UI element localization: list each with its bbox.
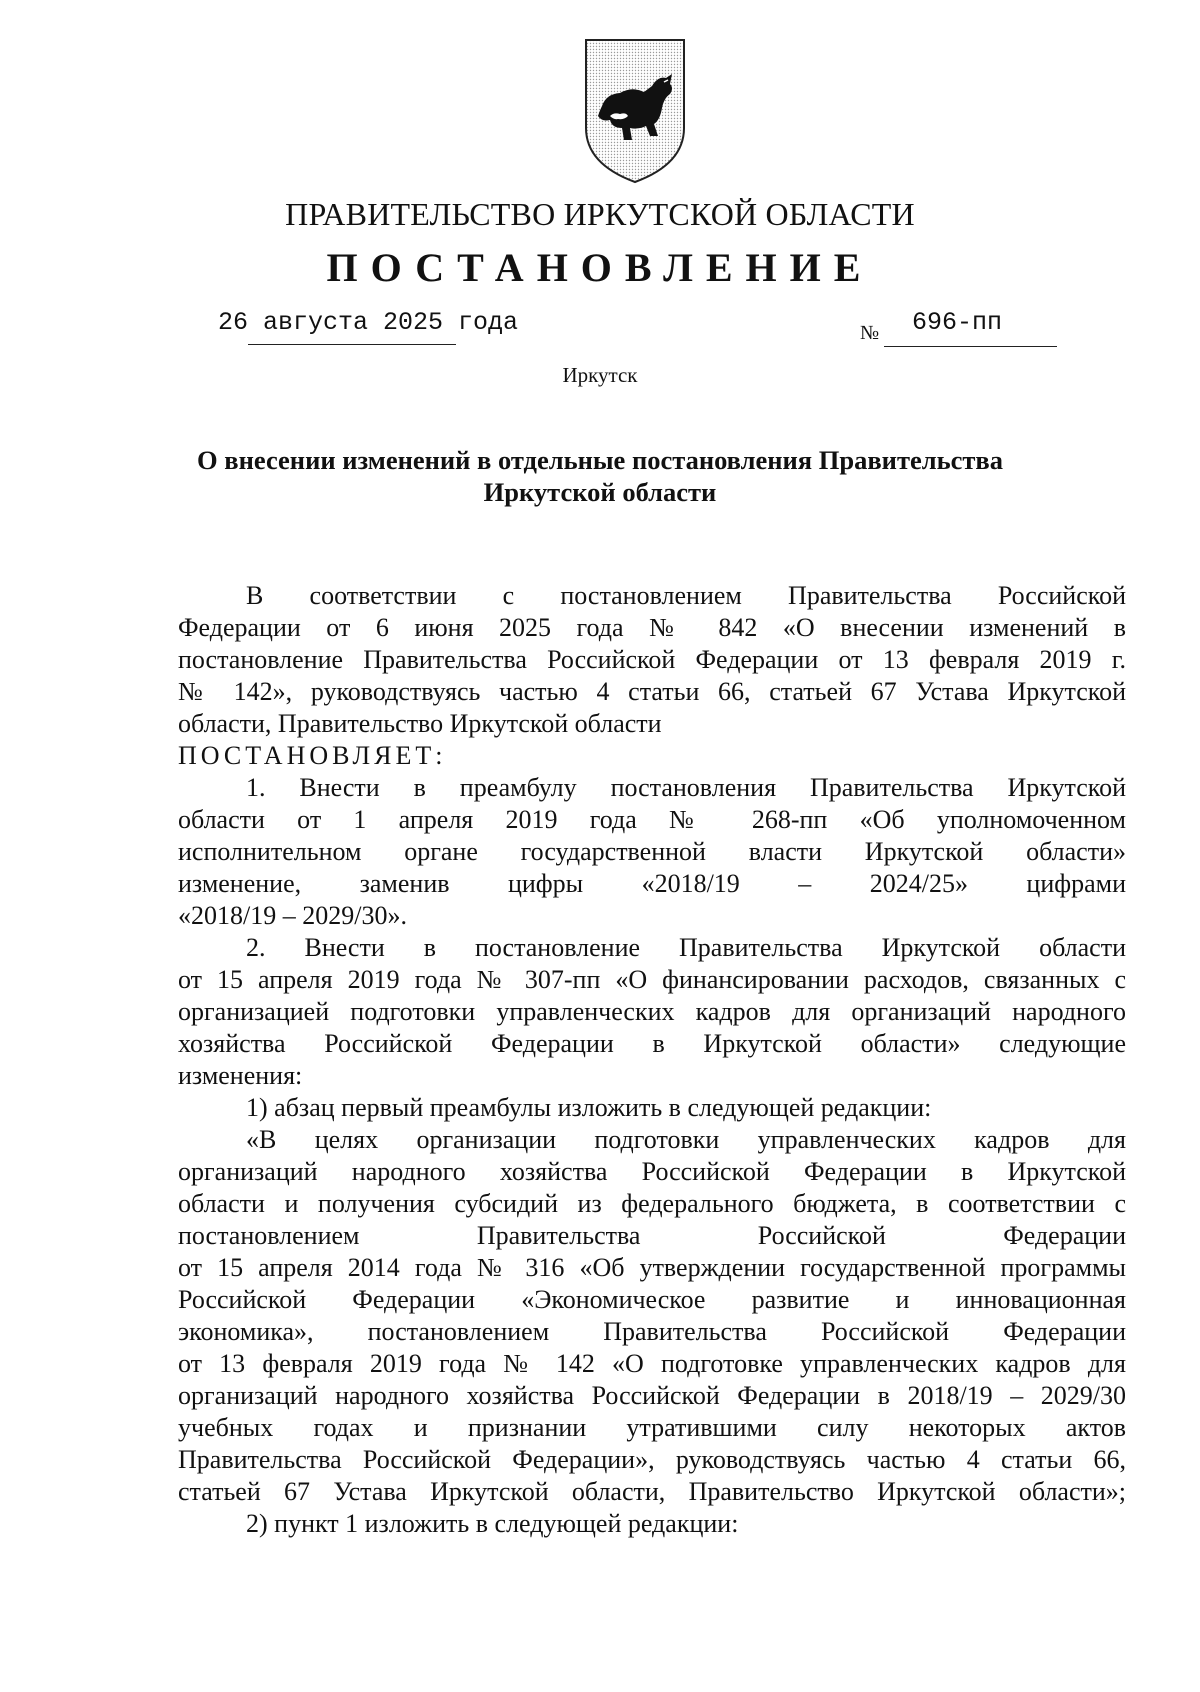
body-line: № 142», руководствуясь частью 4 статьи 66, статьей 67 Устава Иркутской — [178, 677, 1126, 706]
body-line: 1. Внести в преамбулу постановления Правительства Иркутской — [246, 773, 1126, 802]
body-line: 2. Внести в постановление Правительства Иркутской области — [246, 933, 1126, 962]
body-line: хозяйства Российской Федерации в Иркутской области» следующие — [178, 1029, 1126, 1058]
body-line: области от 1 апреля 2019 года № 268-пп «Об уполномоченном — [178, 805, 1126, 834]
coat-of-arms-icon — [580, 36, 690, 186]
body-line: экономика», постановлением Правительства Российской Федерации — [178, 1317, 1126, 1346]
document-date: 26 августа 2025 года — [218, 308, 519, 337]
document-type-title: ПОСТАНОВЛЕНИЕ — [326, 245, 874, 290]
body-line: «2018/19 – 2029/30». — [178, 901, 407, 930]
document-subject: О внесении изменений в отдельные постановления Правительства Иркутской области — [197, 445, 1003, 507]
body-line: изменение, заменив цифры «2018/19 – 2024/25» цифрами — [178, 869, 1126, 898]
document-city: Иркутск — [562, 363, 638, 387]
body-line: от 13 февраля 2019 года № 142 «О подготовке управленческих кадров для — [178, 1349, 1126, 1378]
number-underline — [884, 346, 1057, 347]
body-line: области и получения субсидий из федерального бюджета, в соответствии с — [178, 1189, 1126, 1218]
body-line: статьей 67 Устава Иркутской области, Правительство Иркутской области»; — [178, 1477, 1126, 1506]
body-line: «В целях организации подготовки управленческих кадров для — [246, 1125, 1126, 1154]
body-line: организаций народного хозяйства Российской Федерации в Иркутской — [178, 1157, 1126, 1186]
body-line: 1) абзац первый преамбулы изложить в следующей редакции: — [246, 1093, 932, 1122]
document-number: 696-пп — [912, 308, 1003, 337]
body-line: организаций народного хозяйства Российской Федерации в 2018/19 – 2029/30 — [178, 1381, 1126, 1410]
date-underline — [248, 344, 456, 345]
body-line: учебных годах и признании утратившими силу некоторых актов — [178, 1413, 1126, 1442]
number-label: № — [860, 322, 880, 344]
body-line: постановление Правительства Российской Федерации от 13 февраля 2019 г. — [178, 645, 1126, 674]
body-line: Федерации от 6 июня 2025 года № 842 «О внесении изменений в — [178, 613, 1126, 642]
body-line: организацией подготовки управленческих кадров для организаций народного — [178, 997, 1126, 1026]
government-title: ПРАВИТЕЛЬСТВО ИРКУТСКОЙ ОБЛАСТИ — [285, 196, 915, 232]
body-line: постановлением Правительства Российской Федерации — [178, 1221, 1126, 1250]
body-line: от 15 апреля 2014 года № 316 «Об утверждении государственной программы — [178, 1253, 1126, 1282]
body-line: изменения: — [178, 1061, 303, 1090]
body-line: В соответствии с постановлением Правительства Российской — [246, 581, 1126, 610]
body-line: 2) пункт 1 изложить в следующей редакции: — [246, 1509, 739, 1538]
body-line: исполнительном органе государственной власти Иркутской области» — [178, 837, 1126, 866]
body-line: ПОСТАНОВЛЯЕТ: — [178, 741, 447, 770]
body-line: Российской Федерации «Экономическое развитие и инновационная — [178, 1285, 1126, 1314]
body-line: Правительства Российской Федерации», руководствуясь частью 4 статьи 66, — [178, 1445, 1126, 1474]
body-line: от 15 апреля 2019 года № 307-пп «О финансировании расходов, связанных с — [178, 965, 1126, 994]
body-line: области, Правительство Иркутской области — [178, 709, 662, 738]
